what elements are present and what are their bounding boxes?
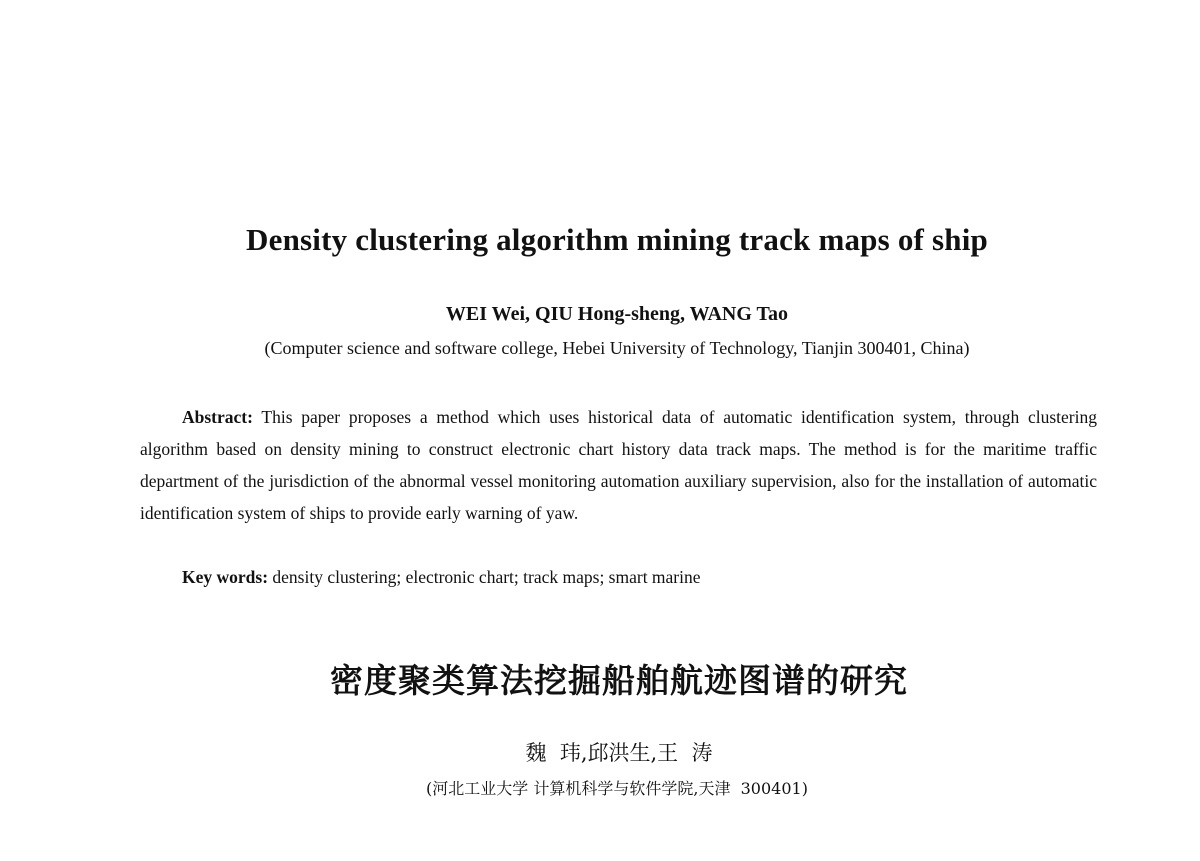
paper-title-chinese: 密度聚类算法挖掘船舶航迹图谱的研究 [330, 661, 908, 700]
affiliation-chinese: (河北工业大学 计算机科学与软件学院,天津 300401) [426, 779, 808, 798]
keywords-label: Key words: [182, 567, 269, 587]
authors-chinese: 魏 玮,邱洪生,王 涛 [525, 741, 713, 765]
affiliation-english: (Computer science and software college, Hebei University of Technology, Tianjin 300401, China) [264, 338, 970, 358]
keywords-line [182, 561, 1097, 593]
keywords-text: density clustering; electronic chart; track maps; smart marine [268, 567, 701, 587]
abstract-label: Abstract: [182, 407, 253, 427]
abstract-paragraph [140, 401, 1097, 529]
abstract-text: This paper proposes a method which uses historical data of automatic identification system, through clustering algorithm based on density mining to construct electronic chart history data track maps. The method is for the maritime traffic department of the jurisdiction of the abnormal vessel monitoring automation auxiliary supervision, also for the installation of automatic identification system of ships to provide early warning of yaw. [140, 407, 1097, 523]
authors-english: WEI Wei, QIU Hong-sheng, WANG Tao [445, 303, 789, 325]
paper-title-english: Density clustering algorithm mining track maps of ship [246, 222, 988, 257]
